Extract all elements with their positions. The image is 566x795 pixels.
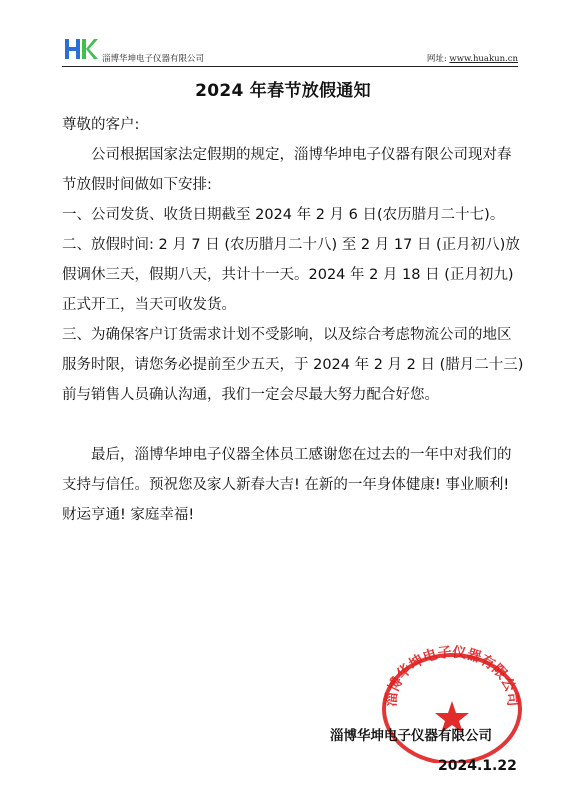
salutation: 尊敬的客户: bbox=[62, 117, 140, 133]
closing-paragraph: 最后，淄博华坤电子仪器全体员工感谢您在过去的一年中对我们的支持与信任。预祝您及家人新春大吉! 在新的一年身体健康! 事业顺利! 财运亨通! 家庭幸福! bbox=[62, 447, 512, 523]
letterhead-website bbox=[427, 52, 518, 64]
letterhead-company-name: 淄博华坤电子仪器有限公司 bbox=[102, 54, 205, 64]
letterhead bbox=[62, 34, 518, 67]
paragraph-spacer bbox=[62, 410, 524, 440]
signature-date: 2024.1.22 bbox=[438, 758, 517, 774]
notice-body bbox=[62, 110, 524, 530]
website-label: 网址: bbox=[426, 54, 447, 64]
intro-paragraph: 公司根据国家法定假期的规定，淄博华坤电子仪器有限公司现对春节放假时间做如下安排: bbox=[62, 147, 512, 193]
notice-title: 2024 年春节放假通知 bbox=[195, 81, 371, 101]
signature-company: 淄博华坤电子仪器有限公司 bbox=[330, 728, 492, 744]
item-shipping-deadline: 一、公司发货、收货日期截至 2024 年 2 月 6 日(农历腊月二十七)。 bbox=[62, 207, 505, 223]
item-holiday-period: 二、放假时间: 2 月 7 日 (农历腊月二十八) 至 2 月 17 日 (正月初八)放假调休三天，假期八天，共计十一天。2024 年 2 月 18 日 (正月初九)正式开工，当天可收发货。 bbox=[62, 237, 520, 313]
item-order-advice: 三、为确保客户订货需求计划不受影响，以及综合考虑物流公司的地区服务时限，请您务必提前至少五天，于 2024 年 2 月 2 日 (腊月二十三)前与销售人员确认沟通，我们一定会尽最大努力配合好您。 bbox=[62, 327, 524, 403]
seal-text: 淄博华坤电子仪器有限公司 bbox=[383, 644, 521, 708]
website-link[interactable]: www.huakun.cn bbox=[449, 54, 518, 64]
company-seal bbox=[370, 643, 530, 763]
huakun-logo-icon bbox=[64, 36, 98, 62]
